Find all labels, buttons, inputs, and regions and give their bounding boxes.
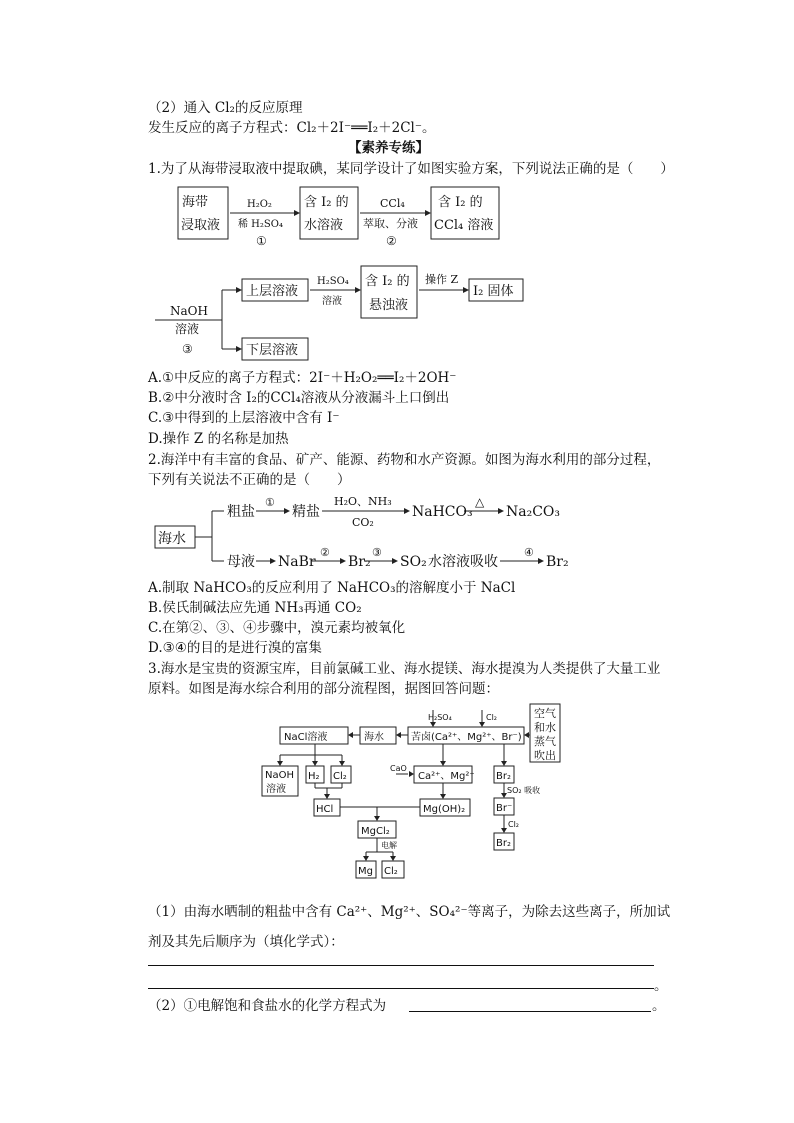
electrolysis-label: 电解 [381,841,397,850]
step-2: ② [386,234,397,248]
step-1: ① [265,496,275,509]
answer-period-2: 。 [652,998,666,1014]
answer-period-1: 。 [654,978,668,994]
br-ion-text: Br⁻ [496,803,513,814]
aqueous-text-1: 含 I₂ 的 [304,195,349,210]
cl2c-text: Cl₂ [384,866,398,877]
cl2-top-label: Cl₂ [486,713,498,722]
cl2a-text: Cl₂ [333,771,347,782]
step-2: ② [320,546,330,559]
nacl-text: NaCl溶液 [284,732,328,743]
heat-symbol: △ [475,495,485,509]
cao-label: CaO [390,764,407,773]
so2-absorb-label: SO₂ 吸收 [507,786,541,795]
nabr: NaBr [278,554,316,570]
air-text-1: 空气 [534,707,556,720]
naoh-solution-label: 溶液 [175,322,200,336]
step-3: ③ [182,342,193,356]
br2-b: Br₂ [546,554,569,570]
arrow4-top: H₂SO₄ [317,276,349,287]
solid-text: I₂ 固体 [473,284,514,299]
arrow1-top: H₂O₂ [247,199,272,210]
absorb: 水溶液吸收 [428,554,498,570]
upper-layer-text: 上层溶液 [246,284,299,299]
na2co3: Na₂CO₃ [506,504,561,520]
step-1: ① [256,234,267,248]
mother-liquor: 母液 [227,554,255,570]
q3-stem-2: 原料。如图是海水综合利用的部分流程图，据图回答问题： [148,681,499,697]
br2-text-2: Br₂ [496,838,511,849]
aqueous-text-2: 水溶液 [304,218,344,233]
section-heading: （2）通入 Cl₂的反应原理 [148,100,303,116]
answer-blank-1a[interactable] [148,965,654,966]
q1-option-b: B.②中分液时含 I₂的CCl₄溶液从分液漏斗上口倒出 [148,390,450,406]
arrow2-top: CCl₄ [380,197,405,210]
hcl-text: HCl [316,804,334,815]
q1-flow-diagram [150,182,550,364]
arrow1-bottom: 稀 H₂SO₄ [238,219,283,230]
brine-text: 苦卤(Ca²⁺、Mg²⁺、Br⁻) [411,732,522,743]
q2-stem-2: 下列有关说法不正确的是（ ） [148,472,351,488]
q3-sub1-line1: （1）由海水晒制的粗盐中含有 Ca²⁺、Mg²⁺、SO₄²⁻等离子，为除去这些离子，所加试 [148,904,671,920]
naoh-label: NaOH [170,304,208,318]
q2-option-b: B.侯氏制碱法应先通 NH₃再通 CO₂ [148,600,362,616]
step-3: ③ [372,546,382,559]
q3-stem-1: 3.海水是宝贵的资源宝库，目前氯碱工业、海水提镁、海水提溴为人类提供了大量工业 [148,661,661,677]
step-4: ④ [524,546,534,559]
ccl4-text-2: CCl₄ 溶液 [434,218,494,233]
reagents-top: H₂O、NH₃ [334,495,392,508]
answer-blank-2[interactable] [409,1011,651,1012]
ccl4-text-1: 含 I₂ 的 [438,195,483,210]
crude-salt: 粗盐 [227,504,255,520]
q3-sub2: （2）①电解饱和食盐水的化学方程式为 [148,998,387,1014]
q3-sub1-line2: 剂及其先后顺序为（填化学式）： [148,934,344,950]
kelp-text-1: 海带 [182,195,209,210]
br2-text-1: Br₂ [496,771,511,782]
seawater-text: 海水 [364,732,384,743]
mg-text: Mg [358,866,373,877]
mgoh2-text: Mg(OH)₂ [423,804,466,815]
arrow2-bottom: 萃取、分液 [363,217,418,230]
lower-layer-text: 下层溶液 [246,343,299,358]
h2so4-label: H₂SO₄ [428,713,452,722]
h2-text: H₂ [308,771,320,782]
q3-flow-diagram [258,700,568,880]
answer-blank-1b[interactable] [148,988,654,989]
practice-title: 【素养专练】 [348,140,429,156]
q2-stem-1: 2.海洋中有丰富的食品、矿产、能源、药物和水产资源。如图为海水利用的部分过程， [148,452,661,468]
q2-option-a: A.制取 NaHCO₃的反应利用了 NaHCO₃的溶解度小于 NaCl [148,580,516,596]
naoh-text-1: NaOH [265,770,294,781]
refined-salt: 精盐 [292,504,320,520]
q2-flow-diagram [150,493,580,577]
naoh-text-2: 溶液 [266,784,286,795]
q1-option-c: C.③中得到的上层溶液中含有 I⁻ [148,410,340,426]
q2-option-d: D.③④的目的是进行溴的富集 [148,640,322,656]
seawater-text: 海水 [158,531,186,547]
nahco3: NaHCO₃ [412,504,473,520]
q1-option-d: D.操作 Z 的名称是加热 [148,431,289,447]
ion-equation: 发生反应的离子方程式：Cl₂＋2I⁻══I₂＋2Cl⁻。 [148,120,436,136]
q2-option-c: C.在第②、③、④步骤中，溴元素均被氧化 [148,620,406,636]
mgcl2-text: MgCl₂ [361,826,390,837]
ca-mg-text: Ca²⁺、Mg²⁺ [418,771,475,782]
kelp-text-2: 浸取液 [181,218,221,233]
so2: SO₂ [400,554,427,570]
arrow4-bottom: 溶液 [322,296,342,307]
suspension-text-1: 含 I₂ 的 [365,274,410,289]
air-text-3: 蒸气 [534,735,556,748]
q1-option-a: A.①中反应的离子方程式：2I⁻＋H₂O₂══I₂＋2OH⁻ [148,370,457,386]
q1-stem: 1.为了从海带浸取液中提取碘，某同学设计了如图实验方案，下列说法正确的是（ ） [148,161,674,177]
air-text-4: 吹出 [534,749,556,762]
br2-a: Br₂ [348,554,371,570]
reagents-bottom: CO₂ [352,516,374,529]
air-text-2: 和水 [534,721,556,734]
cl2b-label: Cl₂ [508,820,520,829]
suspension-text-2: 悬浊液 [369,298,409,313]
operation-z: 操作 Z [425,273,459,286]
